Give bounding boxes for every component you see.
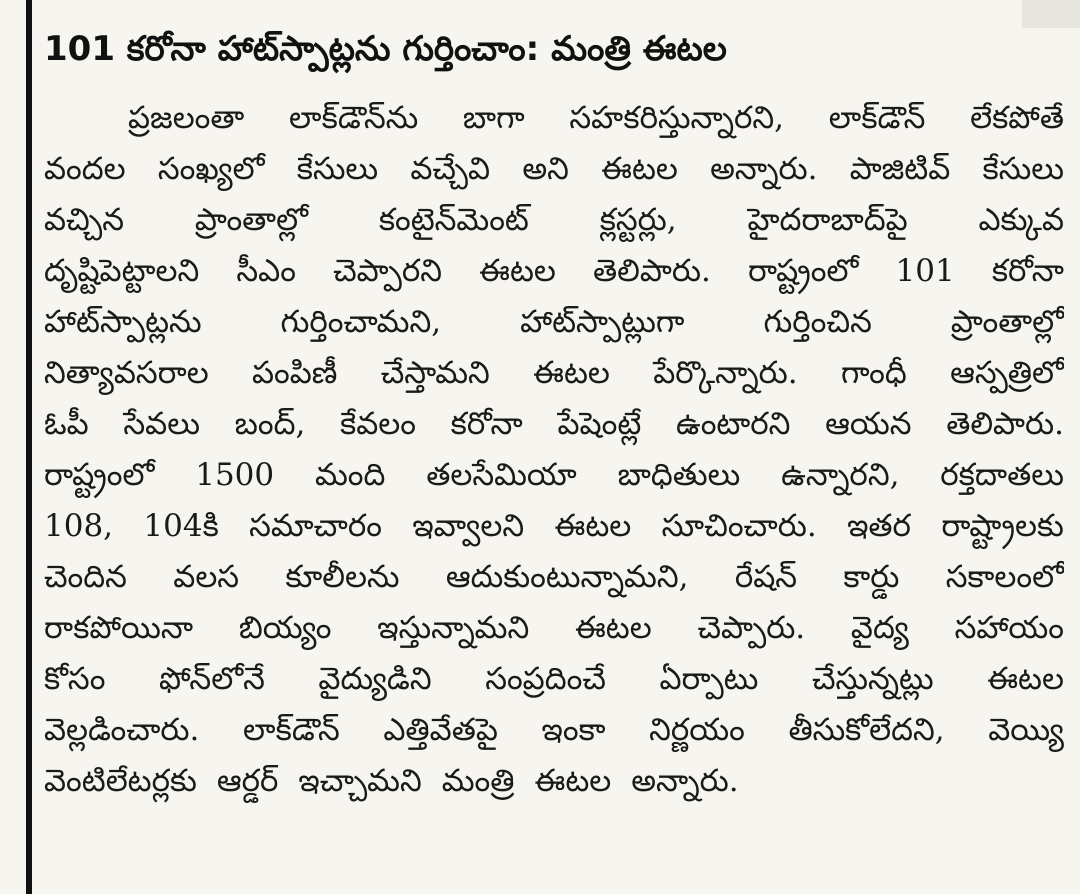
- article-word: వెంటిలేటర్లకు: [44, 763, 197, 799]
- article-word: లేకపోతే: [970, 100, 1064, 136]
- article-word: ఈటల: [601, 151, 678, 187]
- article-word: ఇచ్చామని: [298, 763, 422, 799]
- article-word: మంత్రి: [441, 763, 515, 799]
- article-word: క్లస్టర్లు,: [599, 202, 677, 238]
- article-word: గుర్తించామని,: [280, 304, 442, 340]
- news-article: [44, 22, 1064, 894]
- article-word: లాక్‌డౌన్: [243, 712, 340, 748]
- article-word: నిత్యావసరాల: [44, 355, 209, 391]
- article-word: చెప్పారని: [333, 253, 442, 289]
- article-body: [44, 93, 1064, 807]
- article-word: 104కి: [143, 508, 219, 544]
- article-word: ఈటల: [574, 610, 652, 646]
- article-line: [44, 603, 1064, 654]
- article-word: లాక్‌డౌన్‌ను: [288, 100, 419, 136]
- article-word: తలసేమియా: [426, 457, 577, 493]
- article-word: సకాలంలో: [945, 559, 1064, 595]
- article-word: గుర్తించిన: [763, 304, 872, 340]
- article-word: సహాయం: [954, 610, 1064, 646]
- article-word: కూలీలను: [285, 559, 400, 595]
- article-word: వెయ్యి: [988, 712, 1064, 748]
- article-word: చెప్పారు.: [697, 610, 806, 646]
- article-word: ఎక్కువ: [978, 202, 1064, 238]
- article-word: ఆయన: [825, 406, 912, 442]
- article-word: చెందిన: [44, 559, 127, 595]
- article-word: ఏర్పాటు: [659, 661, 759, 697]
- article-word: రక్తదాతలు: [940, 457, 1064, 493]
- article-word: సంప్రదించే: [485, 661, 606, 697]
- article-word: ఆర్డర్: [216, 763, 279, 799]
- article-word: ఇంకా: [541, 712, 606, 748]
- article-word: కరోనా: [991, 253, 1064, 289]
- article-word: దృష్టిపెట్టాలని: [44, 253, 200, 289]
- article-line: [44, 348, 1064, 399]
- article-line: [44, 705, 1064, 756]
- article-word: ఈటల: [534, 763, 612, 799]
- article-word: నిర్ణయం: [649, 712, 745, 748]
- article-word: ప్రజలంతా: [128, 100, 245, 136]
- article-word: 101: [895, 253, 955, 289]
- article-word: హైదరాబాద్‌పై: [747, 202, 908, 238]
- article-word: బియ్యం: [238, 610, 332, 646]
- article-word: పాజిటివ్: [849, 151, 951, 187]
- article-word: కేవలం: [340, 406, 416, 442]
- article-word: చేస్తామని: [380, 355, 490, 391]
- article-word: బాధితులు: [617, 457, 741, 493]
- article-word: సీఎం: [236, 253, 296, 289]
- article-word: తీసుకోలేదని,: [788, 712, 945, 748]
- article-word: రాకపోయినా: [44, 610, 194, 646]
- article-word: పేర్కొన్నారు.: [653, 355, 798, 391]
- article-line: [44, 654, 1064, 705]
- article-word: వందల: [44, 151, 126, 187]
- article-word: ఈటల: [533, 355, 610, 391]
- article-word: ప్రాంతాల్లో: [950, 304, 1064, 340]
- article-line: [44, 399, 1064, 450]
- article-word: ఫోన్‌లోనే: [158, 661, 265, 697]
- article-word: అని: [522, 151, 569, 187]
- article-word: ఇస్తున్నామని: [377, 610, 530, 646]
- article-word: కేసులు: [982, 151, 1064, 187]
- article-word: 108,: [44, 508, 114, 544]
- article-word: వలస: [173, 559, 240, 595]
- article-line: [44, 501, 1064, 552]
- article-line: [44, 297, 1064, 348]
- article-word: కార్డు: [843, 559, 900, 595]
- article-word: సేవలు: [123, 406, 200, 442]
- article-word: ఉన్నారని,: [781, 457, 900, 493]
- article-line: [44, 552, 1064, 603]
- article-word: బాగా: [462, 100, 525, 136]
- article-line: [44, 756, 1064, 807]
- article-word: వచ్చేవి: [410, 151, 491, 187]
- article-word: మంది: [315, 457, 386, 493]
- article-word: లాక్‌డౌన్: [828, 100, 926, 136]
- article-word: 1500: [195, 457, 275, 493]
- article-word: చేస్తున్నట్లు: [811, 661, 934, 697]
- article-word: సూచించారు.: [661, 508, 817, 544]
- article-word: ఓపీ: [44, 406, 89, 442]
- article-word: గాంధీ: [840, 355, 907, 391]
- article-word: పేషెంట్లే: [557, 406, 642, 442]
- article-word: కేసులు: [296, 151, 379, 187]
- article-word: సమాచారం: [249, 508, 382, 544]
- article-line: [44, 93, 1064, 144]
- article-word: రేషన్: [734, 559, 798, 595]
- article-word: ఎత్తివేతపై: [383, 712, 498, 748]
- article-line: [44, 450, 1064, 501]
- article-word: రాష్ట్రంలో: [44, 457, 155, 493]
- article-word: పంపిణీ: [251, 355, 338, 391]
- article-word: ప్రాంతాల్లో: [194, 202, 308, 238]
- article-word: రాష్ట్రంలో: [747, 253, 859, 289]
- article-word: వెల్లడించారు.: [44, 712, 200, 748]
- column-rule-left: [26, 0, 32, 894]
- article-word: హాట్‌స్పాట్లను: [44, 304, 202, 340]
- article-word: ఈటల: [987, 661, 1064, 697]
- article-word: కరోనా: [450, 406, 523, 442]
- article-word: ఆదుకుంటున్నామని,: [445, 559, 689, 595]
- article-word: వైద్యుడిని: [318, 661, 432, 697]
- article-word: బంద్,: [234, 406, 306, 442]
- article-word: హాట్‌స్పాట్లుగా: [520, 304, 685, 340]
- article-word: వచ్చిన: [44, 202, 124, 238]
- article-word: తెలిపారు.: [593, 253, 711, 289]
- article-word: అన్నారు.: [631, 763, 739, 799]
- article-line: [44, 246, 1064, 297]
- article-word: రాష్ట్రాలకు: [941, 508, 1064, 544]
- article-line: [44, 144, 1064, 195]
- article-word: ఉంటారని: [675, 406, 791, 442]
- article-word: వైద్య: [850, 610, 909, 646]
- article-word: ఇతర: [847, 508, 911, 544]
- article-word: కంటైన్‌మెంట్: [378, 202, 529, 238]
- article-word: తెలిపారు.: [946, 406, 1064, 442]
- article-word: కోసం: [44, 661, 106, 697]
- article-word: ఆస్పత్రిలో: [950, 355, 1064, 391]
- article-word: ఈటల: [554, 508, 632, 544]
- article-headline: 101 కరోనా హాట్‌స్పాట్లను గుర్తించాం: మంత్రి ఈటల: [44, 29, 727, 69]
- article-line: [44, 195, 1064, 246]
- article-word: ఈటల: [479, 253, 556, 289]
- article-word: ఇవ్వాలని: [412, 508, 525, 544]
- article-word: అన్నారు.: [710, 151, 818, 187]
- article-word: సంఖ్యలో: [157, 151, 265, 187]
- article-word: సహకరిస్తున్నారని,: [569, 100, 784, 136]
